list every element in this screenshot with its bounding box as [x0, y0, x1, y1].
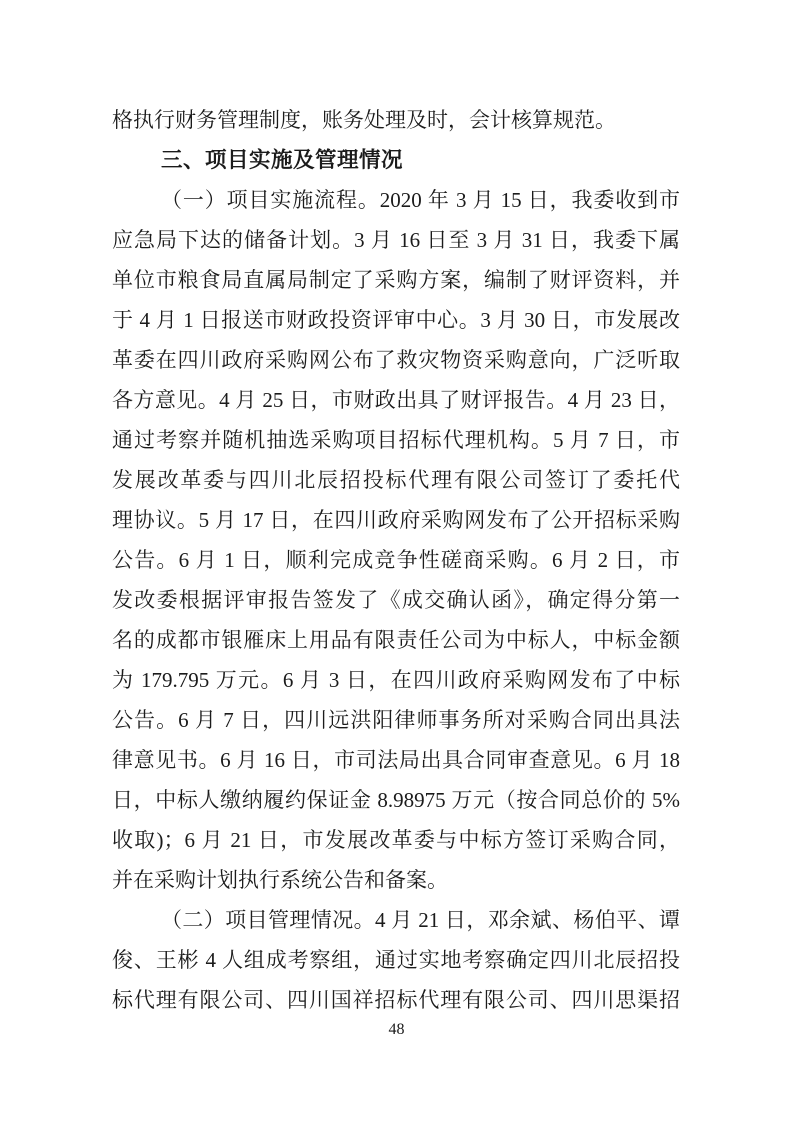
text-line: 公告。6 月 1 日，顺利完成竞争性磋商采购。6 月 2 日，市 [112, 548, 680, 572]
text-line: 应急局下达的储备计划。3 月 16 日至 3 月 31 日，我委下属 [112, 228, 680, 252]
text-line: 收取)；6 月 21 日，市发展改革委与中标方签订采购合同， [112, 828, 680, 852]
text-line: 发展改革委与四川北辰招投标代理有限公司签订了委托代 [112, 468, 680, 492]
page-number: 48 [388, 1021, 405, 1038]
text-line: 日，中标人缴纳履约保证金 8.98975 万元（按合同总价的 5% [112, 788, 680, 812]
text-line: 格执行财务管理制度，账务处理及时，会计核算规范。 [112, 108, 616, 132]
section-heading: 三、项目实施及管理情况 [161, 148, 404, 172]
text-line: 于 4 月 1 日报送市财政投资评审中心。3 月 30 日，市发展改 [112, 308, 680, 332]
text-line: 理协议。5 月 17 日，在四川政府采购网发布了公开招标采购 [112, 508, 680, 532]
text-line: 名的成都市银雁床上用品有限责任公司为中标人，中标金额 [112, 628, 680, 652]
text-line: 发改委根据评审报告签发了《成交确认函》，确定得分第一 [112, 588, 680, 612]
text-line: 标代理有限公司、四川国祥招标代理有限公司、四川思渠招 [112, 988, 680, 1012]
text-line: （一）项目实施流程。2020 年 3 月 15 日，我委收到市 [161, 188, 680, 212]
text-line: 律意见书。6 月 16 日，市司法局出具合同审查意见。6 月 18 [112, 748, 680, 772]
text-line: （二）项目管理情况。4 月 21 日，邓余斌、杨伯平、谭 [161, 908, 680, 932]
text-line: 革委在四川政府采购网公布了救灾物资采购意向，广泛听取 [112, 348, 680, 372]
text-line: 单位市粮食局直属局制定了采购方案，编制了财评资料，并 [112, 268, 680, 292]
text-line: 为 179.795 万元。6 月 3 日，在四川政府采购网发布了中标 [112, 668, 680, 692]
text-line: 各方意见。4 月 25 日，市财政出具了财评报告。4 月 23 日， [112, 388, 680, 412]
text-line: 公告。6 月 7 日，四川远洪阳律师事务所对采购合同出具法 [112, 708, 680, 732]
document-body [112, 100, 680, 1020]
text-line: 通过考察并随机抽选采购项目招标代理机构。5 月 7 日，市 [112, 428, 680, 452]
text-line: 俊、王彬 4 人组成考察组，通过实地考察确定四川北辰招投 [112, 948, 680, 972]
text-line: 并在采购计划执行系统公告和备案。 [112, 868, 448, 892]
